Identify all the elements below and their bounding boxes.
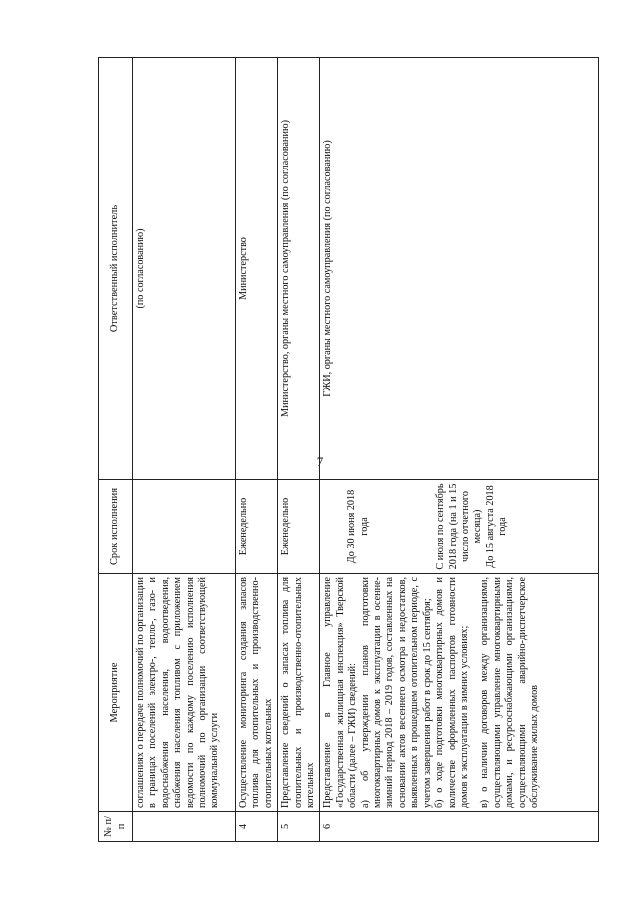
activity-intro: Представление в Главное управление «Государственная жилищная инспекция» Тверской области (далее – ГЖИ) сведений:: [322, 577, 359, 808]
table-row: [278, 58, 320, 842]
activity-item-c: в) о наличии договоров между организациями, осуществляющими управление многоквартирными домами, и ресурсоснабжающими организациями, осуществляющими аварийно-диспетчерское обслуживание жилых домов: [479, 577, 540, 808]
row-term: [133, 480, 236, 574]
activities-table: [98, 57, 599, 842]
row-term: Еженедельно: [236, 480, 278, 574]
row-executor: Министерство, органы местного самоуправления (по согласованию): [278, 58, 320, 480]
row-activity: соглашениях о передаче полномочий по организации в границах поселений электро-, тепло-, газо- и водоснабжения населения, водоотведения, снабжения населения топливом с приложением ведомости по каждому поселению исполнения полномочий по организации соответствующей коммунальной услуги: [133, 574, 236, 812]
row-activity: Представление сведений о запасах топлива для отопительных и производственно-отопительных котельных: [278, 574, 320, 812]
header-activity: Мероприятие: [99, 574, 133, 812]
row-term: Еженедельно: [278, 480, 320, 574]
header-num: № п/п: [99, 812, 133, 842]
row-executor: (по согласованию): [133, 58, 236, 480]
table-header-row: [99, 58, 133, 842]
term-deadline-a: До 30 июня 2018 года: [346, 489, 370, 564]
header-executor: Ответственный исполнитель: [99, 58, 133, 480]
table-row: [133, 58, 236, 842]
term-deadline-b: С июля по сентябрь 2018 года (на 1 и 15 число отчетного месяца): [435, 483, 484, 570]
row-num: [133, 812, 236, 842]
row-num: 5: [278, 812, 320, 842]
row-activity: [320, 574, 599, 812]
row-term: [320, 480, 599, 574]
row-num: 6: [320, 812, 599, 842]
table-row: [236, 58, 278, 842]
header-term: Срок исполнения: [99, 480, 133, 574]
table-row: [320, 58, 599, 842]
row-num: 4: [236, 812, 278, 842]
row-executor: Министерство: [236, 58, 278, 480]
page-number: 7: [316, 454, 324, 469]
rotated-table-container: [98, 58, 599, 842]
activity-item-b: б) о ходе подготовки многоквартирных домов и количестве оформленных паспортов готовности домов к эксплуатации в зимних условиях;: [434, 577, 470, 808]
row-activity: Осуществление мониторинга создания запасов топлива для отопительных и производственно-отопительных котельных: [236, 574, 278, 812]
row-executor: ГЖИ, органы местного самоуправления (по согласованию): [320, 58, 599, 480]
activity-item-a: а) об утверждении планов подготовки многоквартирных домов к эксплуатации в осенне-зимний период 2018 – 2019 годов, составленных на основании актов весеннего осмотра и недостатков, выявленных в прошедшем отопительном периоде, с учетом завершения работ в срок до 15 сентября;: [359, 577, 433, 808]
term-deadline-c: До 15 августа 2018 года: [484, 485, 509, 568]
